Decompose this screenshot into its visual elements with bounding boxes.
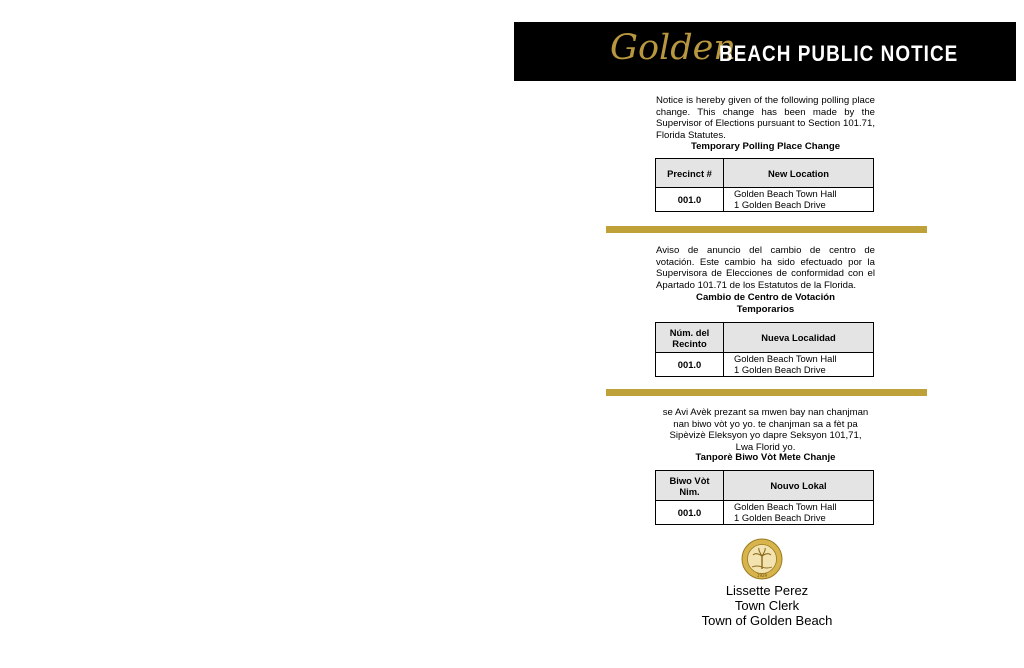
spanish-heading-line2: Temporarios — [736, 304, 795, 315]
gold-divider — [606, 226, 927, 233]
location-cell — [724, 188, 874, 212]
banner-script-title: Golden — [610, 28, 736, 68]
english-notice: Notice is hereby given of the following polling place change. This change has been made by the Supervisor of Elections pursuant to Section 101.71, Florida Statutes. — [656, 95, 875, 141]
precinct-number: 001.0 — [656, 501, 724, 525]
location-line1: Golden Beach Town Hall — [734, 188, 837, 199]
town-seal-icon — [741, 538, 783, 580]
creole-notice — [656, 407, 875, 453]
creole-heading: Tanporè Biwo Vòt Mete Chanje — [695, 452, 836, 463]
col-precinct-header-line2: Recinto — [672, 337, 707, 349]
col-precinct-header-line2: Nim. — [679, 485, 700, 497]
precinct-number: 001.0 — [656, 353, 724, 377]
seal-year: 1929 — [756, 573, 768, 578]
precinct-number: 001.0 — [656, 188, 724, 212]
banner-title: BEACH PUBLIC NOTICE — [719, 41, 959, 66]
creole-notice-line3: Sipèvizè Eleksyon yo dapre Seksyon 101,71, — [669, 430, 862, 441]
clerk-name: Lissette Perez — [725, 583, 809, 598]
col-precinct-header — [656, 471, 724, 501]
notice-banner — [514, 22, 1016, 81]
col-precinct-header-line1: Núm. del — [669, 326, 710, 338]
spanish-notice: Aviso de anuncio del cambio de centro de votación. Este cambio ha sido efectuado por la Supervisora de Elecciones de conformidad con el Apartado 101.71 de los Estatutos de la Florida. — [656, 245, 875, 291]
gold-divider — [606, 389, 927, 396]
clerk-organization: Town of Golden Beach — [701, 613, 833, 628]
col-precinct-header: Precinct # — [656, 159, 724, 188]
location-cell — [724, 353, 874, 377]
spanish-precinct-table — [655, 322, 874, 377]
location-line1: Golden Beach Town Hall — [734, 353, 837, 364]
spanish-heading-line1: Cambio de Centro de Votación — [696, 292, 835, 303]
col-location-header: New Location — [724, 159, 874, 188]
creole-notice-line2: nan biwo vòt yo yo. te chanjman sa a fèt pa — [673, 418, 858, 430]
location-line1: Golden Beach Town Hall — [734, 501, 837, 512]
location-line2: 1 Golden Beach Drive — [734, 363, 826, 375]
col-precinct-header — [656, 323, 724, 353]
location-line2: 1 Golden Beach Drive — [734, 511, 826, 523]
english-precinct-table — [655, 158, 874, 212]
col-precinct-header-line1: Biwo Vòt — [669, 474, 710, 486]
location-line2: 1 Golden Beach Drive — [734, 198, 826, 210]
clerk-title: Town Clerk — [734, 598, 800, 613]
creole-notice-line1: se Avi Avèk prezant sa mwen bay nan chanjman — [662, 407, 869, 418]
english-heading: Temporary Polling Place Change — [690, 141, 841, 152]
col-location-header: Nouvo Lokal — [724, 471, 874, 501]
creole-precinct-table — [655, 470, 874, 525]
location-cell — [724, 501, 874, 525]
creole-notice-line4: Lwa Florid yo. — [735, 441, 796, 453]
col-location-header: Nueva Localidad — [724, 323, 874, 353]
